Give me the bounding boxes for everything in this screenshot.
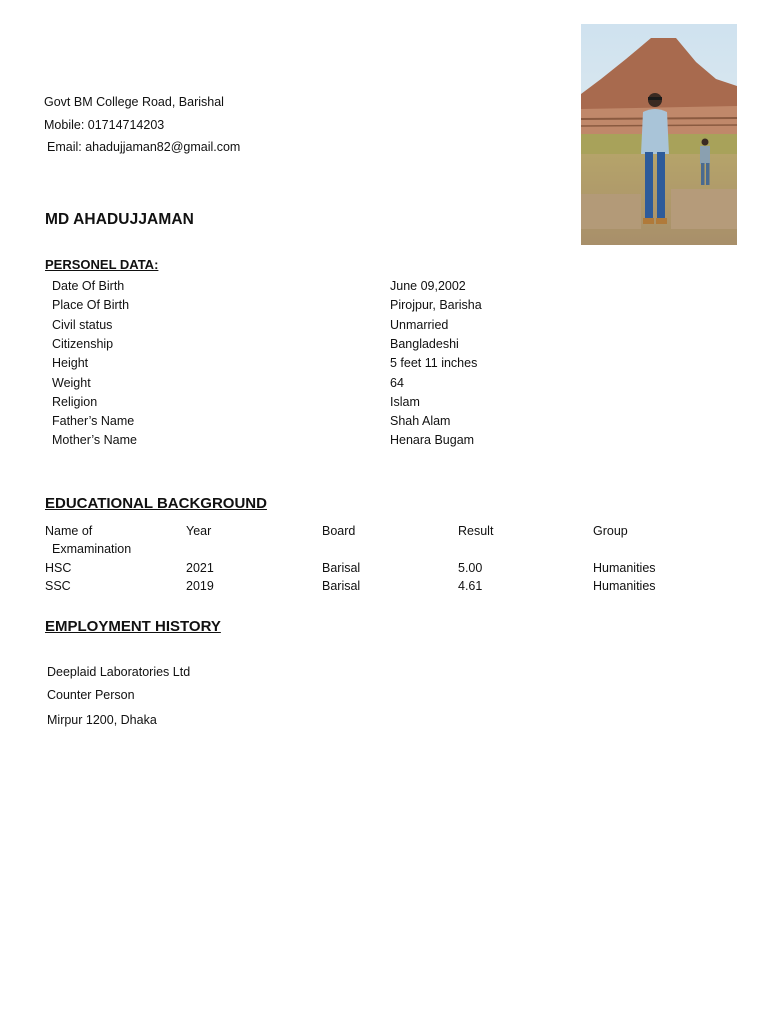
personal-value: 64: [390, 376, 404, 390]
education-header-result: Result: [458, 524, 494, 538]
education-header-year: Year: [186, 524, 212, 538]
employment-company: Deeplaid Laboratories Ltd: [47, 665, 191, 679]
personal-value: Unmarried: [390, 318, 449, 332]
personal-value: Islam: [390, 395, 420, 409]
personal-label: Citizenship: [52, 337, 114, 351]
personal-label: Weight: [52, 376, 91, 390]
personal-label: Mother’s Name: [52, 433, 137, 447]
contact-email: Email: ahadujjaman82@gmail.com: [47, 140, 241, 154]
education-cell: Barisal: [322, 579, 361, 593]
education-cell: SSC: [45, 579, 71, 593]
personal-row: [0, 355, 720, 374]
education-cell: 2019: [186, 579, 214, 593]
personal-value: June 09,2002: [390, 279, 466, 293]
personal-value: Bangladeshi: [390, 337, 459, 351]
personal-row: [0, 375, 720, 394]
education-header-group: Group: [593, 524, 628, 538]
education-header-exam-cont: Exmamination: [52, 542, 132, 556]
personal-row: [0, 297, 720, 316]
personal-data-heading: PERSONEL DATA:: [45, 257, 159, 272]
personal-row: [0, 413, 720, 432]
education-cell: HSC: [45, 561, 72, 575]
personal-row: [0, 394, 720, 413]
education-cell: Humanities: [593, 579, 656, 593]
education-cell: 5.00: [458, 561, 483, 575]
education-heading: EDUCATIONAL BACKGROUND: [45, 495, 267, 512]
education-cell: Humanities: [593, 561, 656, 575]
employment-heading: EMPLOYMENT HISTORY: [45, 618, 221, 635]
personal-label: Height: [52, 356, 89, 370]
person-name: MD AHADUJJAMAN: [45, 211, 194, 228]
contact-address: Govt BM College Road, Barishal: [44, 95, 224, 109]
education-cell: 2021: [186, 561, 214, 575]
employment-position: Counter Person: [47, 688, 135, 702]
education-cell: Barisal: [322, 561, 361, 575]
profile-photo: [581, 24, 737, 245]
personal-label: Civil status: [52, 318, 113, 332]
contact-mobile: Mobile: 01714714203: [44, 118, 165, 132]
education-header-exam: Name of: [45, 524, 93, 538]
personal-label: Date Of Birth: [52, 279, 125, 293]
education-cell: 4.61: [458, 579, 483, 593]
personal-value: Shah Alam: [390, 414, 451, 428]
education-table: [0, 523, 720, 603]
personal-label: Place Of Birth: [52, 298, 130, 312]
personal-value: Henara Bugam: [390, 433, 475, 447]
personal-row: [0, 278, 720, 297]
personal-label: Father’s Name: [52, 414, 135, 428]
personal-row: [0, 336, 720, 355]
personal-value: 5 feet 11 inches: [390, 356, 478, 370]
education-header-board: Board: [322, 524, 356, 538]
employment-location: Mirpur 1200, Dhaka: [47, 713, 157, 727]
personal-row: [0, 432, 720, 451]
personal-data-list: [0, 278, 720, 458]
personal-value: Pirojpur, Barisha: [390, 298, 482, 312]
personal-label: Religion: [52, 395, 98, 409]
personal-row: [0, 317, 720, 336]
